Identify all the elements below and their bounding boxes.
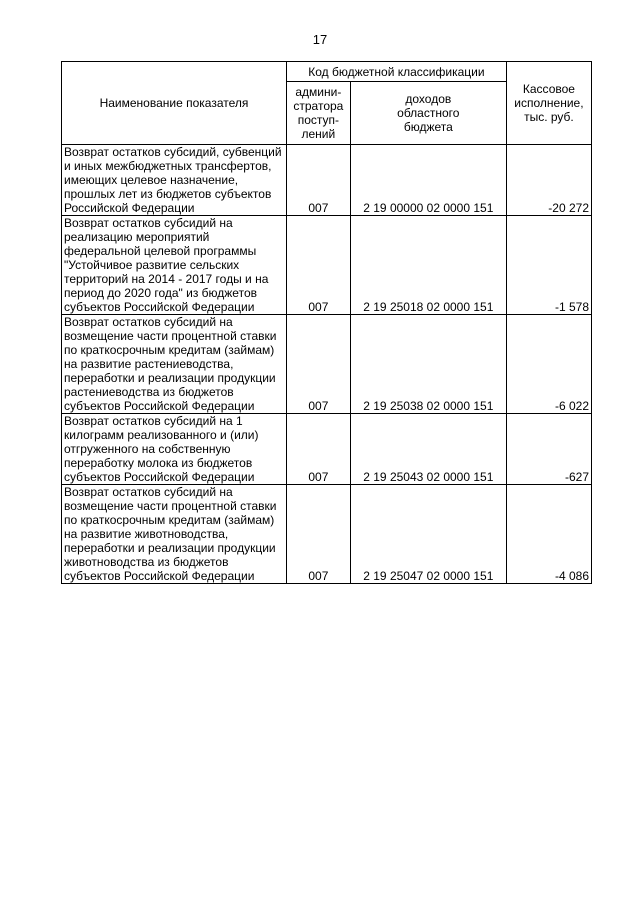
header-admin-line: стратора (293, 99, 344, 113)
row-amount: -627 (506, 414, 591, 485)
table-row (62, 485, 592, 584)
row-name: Возврат остатков субсидий на реализацию мероприятий федеральной целевой программы "Устойчивое развитие сельских территорий на 2014 - 2017 годы и на период до 2020 года" из бюджетов субъектов Российской Федерации (62, 216, 287, 315)
row-name: Возврат остатков субсидий, субвенций и иных межбюджетных трансфертов, имеющих целевое назначение, прошлых лет из бюджетов субъектов Российской Федерации (62, 145, 287, 216)
header-income (350, 82, 506, 145)
row-amount: -20 272 (506, 145, 591, 216)
header-code-group: Код бюджетной классификации (286, 62, 506, 82)
header-income-line: доходов (405, 92, 452, 106)
row-admin-code: 007 (286, 145, 350, 216)
header-admin-line: админи- (295, 85, 342, 99)
row-admin-code: 007 (286, 315, 350, 414)
budget-table (61, 61, 592, 584)
table-row (62, 315, 592, 414)
header-admin-line: поступ- (297, 113, 340, 127)
row-admin-code: 007 (286, 485, 350, 584)
row-income-code: 2 19 25038 02 0000 151 (350, 315, 506, 414)
header-amount-line: исполнение, (514, 96, 584, 110)
row-name: Возврат остатков субсидий на 1 килограмм реализованного и (или) отгруженного на собственную переработку молока из бюджетов субъектов Российской Федерации (62, 414, 287, 485)
table-row (62, 414, 592, 485)
row-admin-code: 007 (286, 414, 350, 485)
header-amount-line: Кассовое (522, 82, 575, 96)
row-amount: -6 022 (506, 315, 591, 414)
row-income-code: 2 19 25043 02 0000 151 (350, 414, 506, 485)
row-income-code: 2 19 00000 02 0000 151 (350, 145, 506, 216)
table-row (62, 145, 592, 216)
header-income-line: областного (397, 106, 460, 120)
page-number: 17 (312, 32, 328, 47)
row-name: Возврат остатков субсидий на возмещение части процентной ставки по краткосрочным кредитам (займам) на развитие животноводства, переработки и реализации продукции животноводства из бюджетов субъектов Российской Федерации (62, 485, 287, 584)
row-income-code: 2 19 25047 02 0000 151 (350, 485, 506, 584)
header-admin (286, 82, 350, 145)
row-amount: -1 578 (506, 216, 591, 315)
header-amount (506, 62, 591, 145)
row-amount: -4 086 (506, 485, 591, 584)
header-name: Наименование показателя (62, 62, 287, 145)
header-admin-line: лений (301, 127, 336, 141)
header-income-line: бюджета (403, 120, 453, 134)
row-name: Возврат остатков субсидий на возмещение части процентной ставки по краткосрочным кредитам (займам) на развитие растениеводства, переработки и реализации продукции растениеводства из бюджетов субъектов Российской Федерации (62, 315, 287, 414)
table-row (62, 216, 592, 315)
header-amount-line: тыс. руб. (524, 110, 574, 124)
row-income-code: 2 19 25018 02 0000 151 (350, 216, 506, 315)
row-admin-code: 007 (286, 216, 350, 315)
